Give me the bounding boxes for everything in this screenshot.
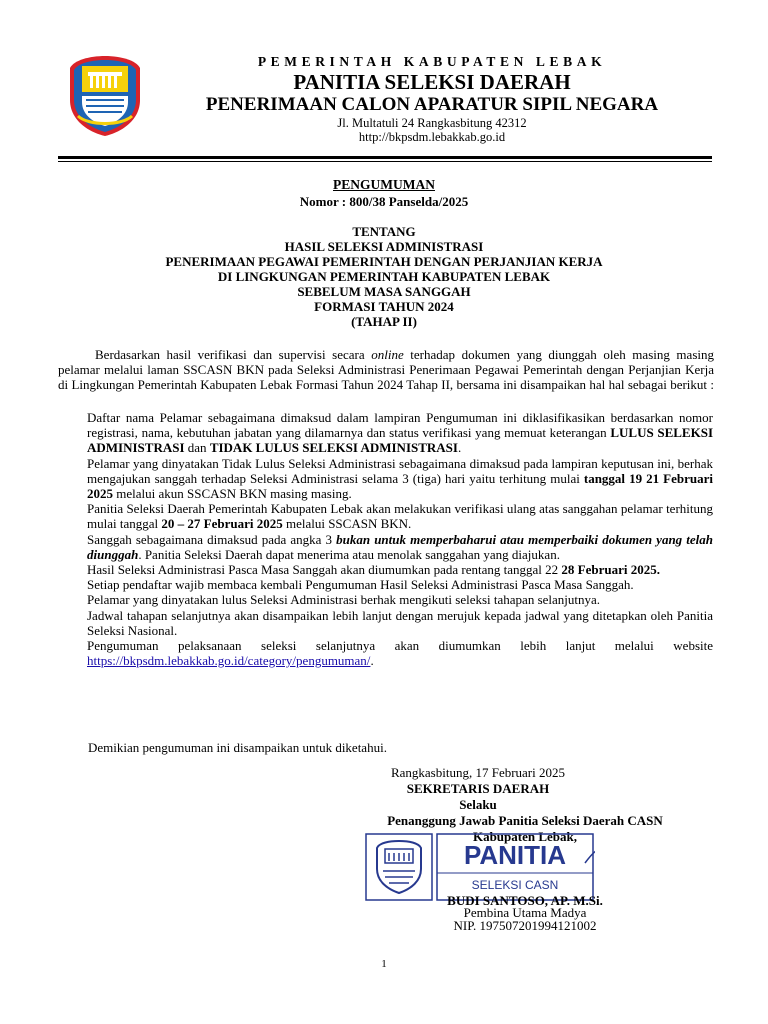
signatory-responsibility: Penanggung Jawab Panitia Seleksi Daerah CASN: [387, 813, 663, 828]
signatory-nip: NIP. 197507201994121002: [453, 918, 597, 933]
signatory-capacity: Selaku: [459, 797, 497, 812]
signatory-rank: Pembina Utama Madya: [463, 905, 587, 920]
stamp-word: PANITIA: [463, 840, 567, 870]
header-rule-thin: [58, 161, 712, 162]
subject-line: FORMASI TAHUN 2024: [314, 299, 454, 314]
header-rule-thick: [58, 156, 712, 159]
office-address: Jl. Multatuli 24 Rangkasbitung 42312: [337, 116, 527, 130]
subject-line: DI LINGKUNGAN PEMERINTAH KABUPATEN LEBAK: [217, 269, 551, 284]
announcement-number: Nomor : 800/38 Panselda/2025: [299, 194, 469, 209]
list-item: Hasil Seleksi Administrasi Pasca Masa Sanggah akan diumumkan pada rentang tanggal 22 28 Februari 2025.: [87, 562, 660, 578]
announcement-title: PENGUMUMAN: [333, 177, 435, 192]
list-item: Daftar nama Pelamar sebagaimana dimaksud dalam lampiran Pengumuman ini diklasifikasikan berdasarkan nomor registrasi, nama, kebutuhan jabatan yang dilamarnya dan status verifikasi yang memuat keterangan LULUS SELEKSI ADMINISTRASI dan TIDAK LULUS SELEKSI ADMINISTRASI.: [87, 410, 713, 456]
place-and-date: Rangkasbitung, 17 Februari 2025: [390, 765, 566, 780]
list-item: Pelamar yang dinyatakan lulus Seleksi Administrasi berhak mengikuti seleksi tahapan selanjutnya.: [87, 592, 601, 608]
subject-line: HASIL SELEKSI ADMINISTRASI: [284, 239, 484, 254]
lebak-regency-emblem: [68, 54, 142, 138]
announcement-page-link[interactable]: https://bkpsdm.lebakkab.go.id/category/pengumuman/: [87, 653, 371, 669]
list-item: Pengumuman pelaksanaan seleksi selanjutnya akan diumumkan lebih lanjut melalui website https://bkpsdm.lebakkab.go.id/category/pengumuman/.: [87, 638, 713, 669]
program-name: PENERIMAAN CALON APARATUR SIPIL NEGARA: [205, 94, 659, 115]
government-name: PEMERINTAH KABUPATEN LEBAK: [257, 54, 607, 69]
list-item: Jadwal tahapan selanjutnya akan disampaikan lebih lanjut dengan merujuk kepada jadwal yang ditetapkan oleh Panitia Seleksi Nasional.: [87, 607, 713, 638]
online-term: online: [371, 347, 404, 362]
subject-line: PENERIMAAN PEGAWAI PEMERINTAH DENGAN PERJANJIAN KERJA: [165, 254, 603, 269]
office-website: http://bkpsdm.lebakkab.go.id: [358, 130, 506, 144]
subject-line: TENTANG: [352, 224, 416, 239]
list-item: Setiap pendaftar wajib membaca kembali Pengumuman Hasil Seleksi Administrasi Pasca Masa Sanggah.: [87, 577, 634, 593]
list-item: Pelamar yang dinyatakan Tidak Lulus Seleksi Administrasi sebagaimana dimaksud pada lampiran keputusan ini, berhak mengajukan sanggah terhadap Seleksi Administrasi selama 3 (tiga) hari yaitu terhitung mulai tanggal 19 21 Februari 2025 melalui akun SSCASN BKN masing masing.: [87, 455, 713, 502]
committee-name: PANITIA SELEKSI DAERAH: [293, 70, 571, 94]
announcement-subject: [100, 224, 668, 329]
signatory-role: SEKRETARIS DAERAH: [406, 781, 550, 796]
signatory-name: BUDI SANTOSO, AP. M.Si.: [447, 893, 603, 908]
stamp-subtitle: SELEKSI CASN: [471, 878, 559, 892]
closing-sentence: Demikian pengumuman ini disampaikan untuk diketahui.: [88, 740, 387, 755]
list-item: Sanggah sebagaimana dimaksud pada angka 3 bukan untuk memperbaharui atau memperbaiki dokumen yang telah diunggah. Panitia Seleksi Daerah dapat menerima atau menolak sanggahan yang diajukan.: [87, 531, 713, 562]
signatory-regency: Kabupaten Lebak,: [472, 829, 578, 844]
subject-line: (TAHAP II): [351, 314, 417, 329]
list-item: Panitia Seleksi Daerah Pemerintah Kabupaten Lebak akan melakukan verifikasi ulang atas sanggahan pelamar terhitung mulai tanggal 20 – 27 Februari 2025 melalui SSCASN BKN.: [87, 501, 713, 532]
subject-line: SEBELUM MASA SANGGAH: [297, 284, 471, 299]
page-number: 1: [381, 958, 387, 970]
announcement-items: [87, 410, 713, 668]
intro-paragraph: Berdasarkan hasil verifikasi dan supervisi secara online terhadap dokumen yang diunggah oleh masing masing pelamar melalui laman SSCASN BKN pada Seleksi Administrasi Penerimaan Pegawai Pemerintah dengan Perjanjian Kerja di Lingkungan Pemerintah Kabupaten Lebak Formasi Tahun 2024 Tahap II, bersama ini disampaikan hal hal sebagai berikut :: [58, 347, 714, 392]
